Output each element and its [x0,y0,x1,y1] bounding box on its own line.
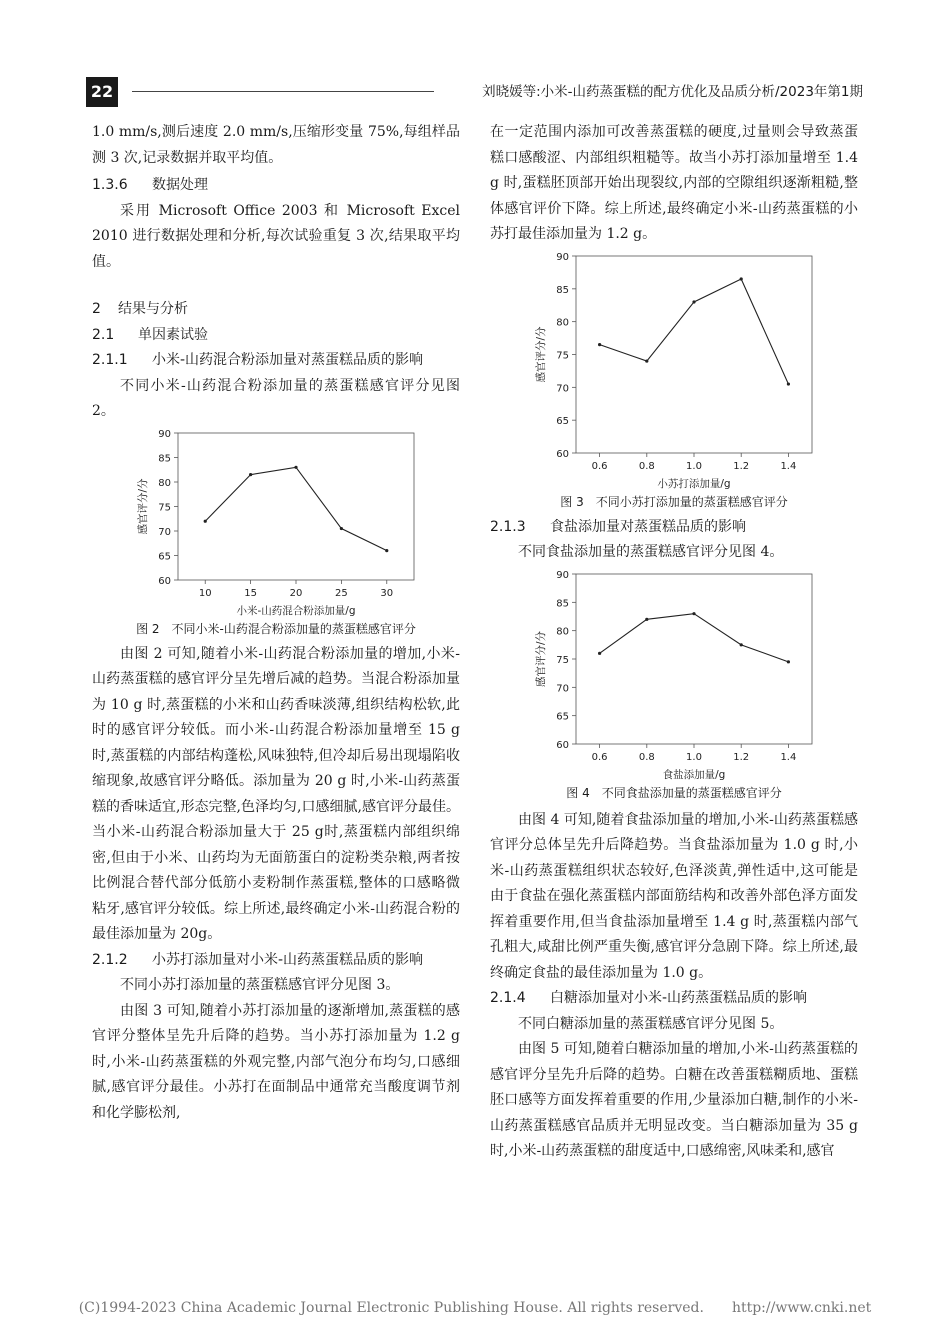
running-title: 刘晓媛等:小米-山药蒸蛋糕的配方优化及品质分析/2023年第1期 [482,84,863,100]
paragraph: 不同白糖添加量的蒸蛋糕感官评分见图 5。 [518,1015,784,1032]
heading-text: 结果与分析 [118,301,188,317]
x-tick-label: 0.8 [638,751,655,763]
section-heading-2-1-2 [92,948,460,974]
x-tick-label: 1.0 [686,460,702,472]
y-tick-label: 85 [556,284,569,296]
data-point [204,519,207,522]
x-tick-label: 15 [244,587,257,599]
y-tick-label: 80 [158,477,171,489]
y-tick-label: 90 [556,251,569,263]
x-tick-label: 1.2 [733,751,750,763]
data-point [692,300,695,303]
series-line [205,467,387,550]
x-tick-label: 1.0 [686,751,702,763]
x-tick-label: 0.6 [591,460,608,472]
x-tick-label: 30 [380,587,394,599]
paragraph: 采用 Microsoft Office 2003 和 Microsoft Excel 2010 进行数据处理和分析,每次试验重复 3 次,结果取平均值。 [92,202,460,270]
y-tick-label: 85 [556,597,569,609]
header-rule [132,91,434,92]
x-tick-label: 1.4 [780,460,797,472]
x-axis-label: 食盐添加量/g [662,768,726,781]
figure-3-caption: 图 3 不同小苏打添加量的蒸蛋糕感官评分 [560,494,788,509]
y-axis-label: 感官评分/分 [535,325,547,383]
y-tick-label: 80 [556,317,569,329]
series-line [600,278,789,383]
y-tick-label: 90 [556,569,569,581]
figure-4-chart [524,566,824,784]
y-tick-label: 85 [158,453,171,464]
left-column [92,120,460,1126]
data-point [645,359,648,362]
x-axis-label: 小米-山药混合粉添加量/g [236,604,356,617]
data-point [645,617,648,620]
paragraph: 不同小米-山药混合粉添加量的蒸蛋糕感官评分见图 2。 [92,377,460,419]
x-tick-label: 20 [289,587,303,599]
section-heading-1-3-6 [92,173,460,199]
heading-number: 2 [92,301,101,317]
heading-text: 单因素试验 [138,326,208,343]
data-point [249,473,252,476]
heading-text: 白糖添加量对小米-山药蒸蛋糕品质的影响 [550,990,808,1006]
figure-2-chart [126,425,426,620]
y-tick-label: 80 [556,626,569,638]
heading-text: 小苏打添加量对小米-山药蒸蛋糕品质的影响 [152,951,424,968]
paragraph: 由图 4 可知,随着食盐添加量的增加,小米-山药蒸蛋糕感官评分总体呈先升后降趋势。当食盐添加量为 1.0 g 时,小米-山药蒸蛋糕组织状态较好,色泽淡黄,弹性适中,这可能是由于食盐在强化蒸蛋糕内部面筋结构和改善外部色泽方面发挥着重要作用,但当食盐添加量增至 1.4 g 时,蒸蛋糕内部气孔粗大,咸甜比例严重失衡,感官评分急剧下降。综上所述,最终确定食盐的最佳添加量为 1.0 g。 [490,811,858,981]
x-tick-label: 1.4 [780,751,797,763]
paragraph: 由图 5 可知,随着白糖添加量的增加,小米-山药蒸蛋糕的感官评分呈先升后降的趋势。白糖在改善蛋糕糊质地、蛋糕胚口感等方面发挥着重要的作用,少量添加白糖,制作的小米-山药蒸蛋糕感官品质并无明显改变。当白糖添加量为 35 g 时,小米-山药蒸蛋糕的甜度适中,口感绵密,风味柔和,感官 [490,1041,858,1159]
heading-text: 数据处理 [152,177,208,193]
data-point [340,526,343,529]
paragraph: 1.0 mm/s,测后速度 2.0 mm/s,压缩形变量 75%,每组样品测 3 次,记录数据并取平均值。 [92,124,460,166]
x-tick-label: 0.6 [591,751,608,763]
y-tick-label: 65 [556,711,569,723]
data-point [740,643,743,646]
heading-number: 2.1.1 [92,352,128,368]
heading-text: 食盐添加量对蒸蛋糕品质的影响 [550,518,746,535]
section-heading-2-1 [92,323,460,349]
y-tick-label: 70 [158,526,171,538]
section-heading-2-1-1 [92,348,460,374]
y-tick-label: 90 [158,428,171,440]
figure-2-caption: 图 2 不同小米-山药混合粉添加量的蒸蛋糕感官评分 [136,621,416,636]
x-axis-label: 小苏打添加量/g [657,477,731,490]
data-point [598,651,601,654]
data-point [740,277,743,280]
section-heading-2-1-4 [490,986,858,1012]
heading-number: 2.1.3 [490,518,526,535]
paragraph: 在一定范围内添加可改善蒸蛋糕的硬度,过量则会导致蒸蛋糕口感酸涩、内部组织粗糙等。故当小苏打添加量增至 1.4 g 时,蛋糕胚顶部开始出现裂纹,内部的空隙组织逐渐粗糙,整体感官评价下降。综上所述,最终确定小米-山药蒸蛋糕的小苏打最佳添加量为 1.2 g。 [490,124,858,242]
x-tick-label: 25 [335,587,348,599]
x-tick-label: 0.8 [638,460,655,472]
y-tick-label: 70 [556,682,569,694]
x-tick-label: 10 [198,587,212,599]
y-tick-label: 65 [158,551,171,562]
heading-number: 2.1.4 [490,990,526,1006]
paragraph: 由图 2 可知,随着小米-山药混合粉添加量的增加,小米-山药蒸蛋糕的感官评分呈先增后减的趋势。当混合粉添加量为 10 g 时,蒸蛋糕的小米和山药香味淡薄,组织结构松软,此时的感官评分较低。而小米-山药混合粉添加量增至 15 g 时,蒸蛋糕的内部结构蓬松,风味独特,但冷却后易出现塌陷收缩现象,故感官评分略低。添加量为 20 g 时,小米-山药蒸蛋糕的香味适宜,形态完整,色泽均匀,口感细腻,感官评分最佳。当小米-山药混合粉添加量大于 25 g时,蒸蛋糕内部组织绵密,但由于小米、山药均为无面筋蛋白的淀粉类杂粮,两者按比例混合替代部分低筋小麦粉制作蒸蛋糕,整体的口感略微粘牙,感官评分较低。综上所述,最终确定小米-山药混合粉的最佳添加量为 20g。 [92,645,460,942]
figure-4-caption: 图 4 不同食盐添加量的蒸蛋糕感官评分 [566,785,782,800]
heading-text: 小米-山药混合粉添加量对蒸蛋糕品质的影响 [152,352,424,368]
data-point [692,612,695,615]
y-tick-label: 75 [556,654,569,666]
heading-number: 1.3.6 [92,177,128,193]
x-tick-label: 1.2 [733,460,750,472]
y-axis-label: 感官评分/分 [137,477,149,535]
y-axis-label: 感官评分/分 [535,630,547,687]
copyright-footer: (C)1994-2023 China Academic Journal Electronic Publishing House. All rights reserved. http://www.cnki.net [78,1300,872,1316]
data-point [787,660,790,663]
figure-3-chart [524,248,824,493]
y-tick-label: 75 [556,350,569,361]
paragraph: 不同小苏打添加量的蒸蛋糕感官评分见图 3。 [120,977,400,993]
data-point [787,382,790,385]
plot-frame [178,433,414,580]
paragraph: 由图 3 可知,随着小苏打添加量的逐渐增加,蒸蛋糕的感官评分整体呈先升后降的趋势。当小苏打添加量为 1.2 g 时,小米-山药蒸蛋糕的外观完整,内部气泡分布均匀,口感细腻,感官评分最佳。小苏打在面制品中通常充当酸度调节剂和化学膨松剂, [92,1002,460,1121]
data-point [385,549,388,552]
y-tick-label: 75 [158,502,171,513]
right-column [490,120,858,1165]
series-line [600,613,789,661]
section-heading-2-1-3 [490,515,858,541]
heading-number: 2.1 [92,326,115,343]
y-tick-label: 60 [556,739,569,751]
y-tick-label: 60 [158,575,171,587]
plot-frame [576,256,812,453]
y-tick-label: 65 [556,415,569,427]
data-point [294,465,297,468]
plot-frame [576,574,812,744]
y-tick-label: 70 [556,382,569,394]
page-number: 22 [86,77,118,107]
section-heading-2 [92,297,460,323]
data-point [598,343,601,346]
y-tick-label: 60 [556,448,569,460]
paragraph: 不同食盐添加量的蒸蛋糕感官评分见图 4。 [518,544,784,560]
heading-number: 2.1.2 [92,951,128,968]
